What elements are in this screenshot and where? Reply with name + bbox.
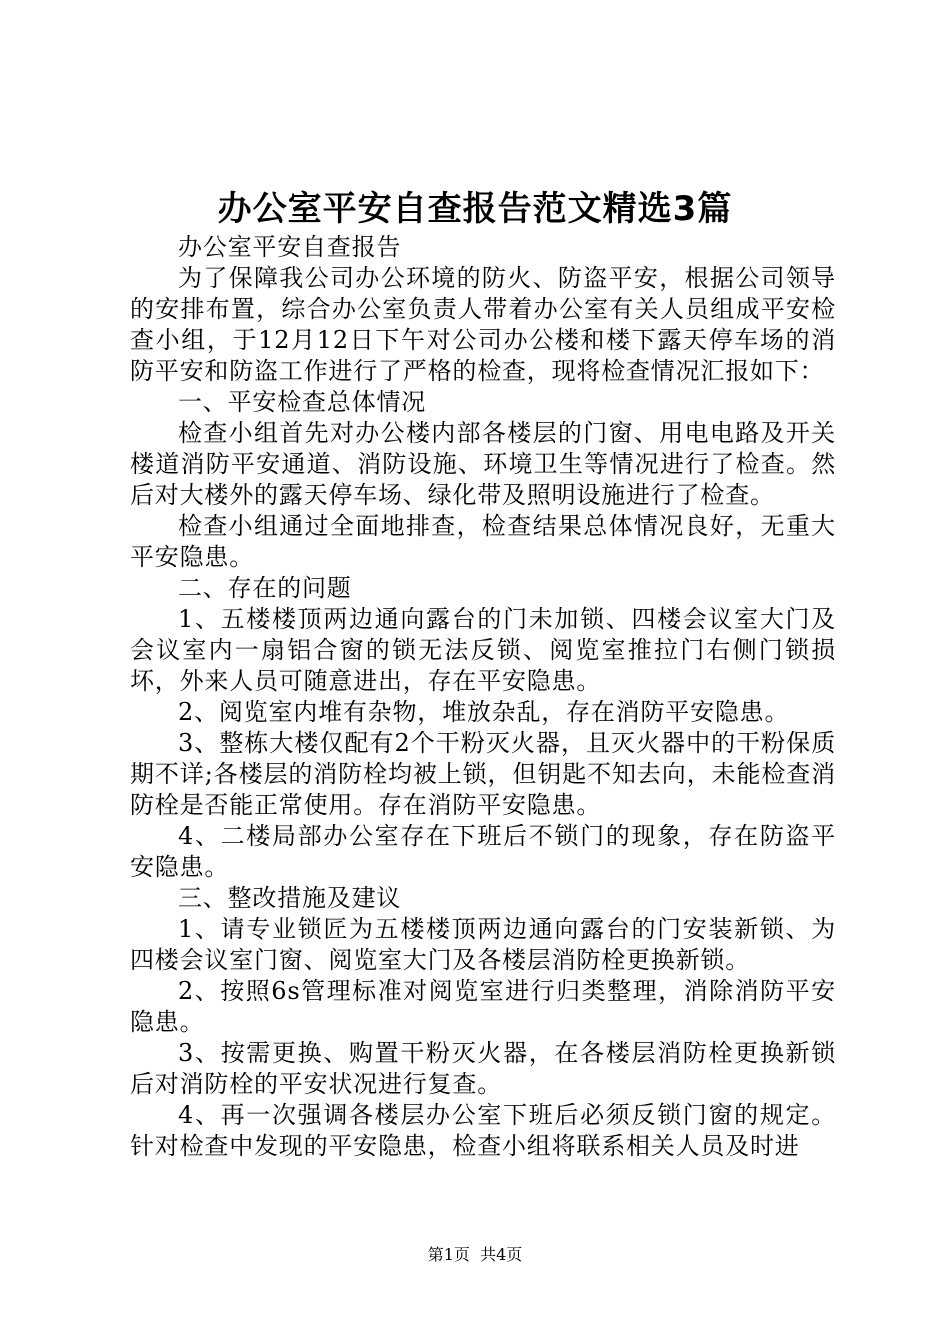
list-item: 1、五楼楼顶两边通向露台的门未加锁、四楼会议室大门及会议室内一扇铝合窗的锁无法反锁、阅览室推拉门右侧门锁损坏，外来人员可随意进出，存在平安隐患。 [130,605,836,695]
list-item: 4、再一次强调各楼层办公室下班后必须反锁门窗的规定。针对检查中发现的平安隐患，检查小组将联系相关人员及时进 [130,1101,836,1160]
list-item: 2、阅览室内堆有杂物，堆放杂乱，存在消防平安隐患。 [178,698,790,726]
list-item: 4、二楼局部办公室存在下班后不锁门的现象，存在防盗平安隐患。 [130,822,836,881]
intro-paragraph: 为了保障我公司办公环境的防火、防盗平安，根据公司领导的安排布置，综合办公室负责人带着办公室有关人员组成平安检查小组，于12月12日下午对公司办公楼和楼下露天停车场的消防平安和防盗工作进行了严格的检查，现将检查情况汇报如下： [130,264,836,385]
page-number: 第1页 [427,1245,470,1264]
paragraph: 检查小组首先对办公楼内部各楼层的门窗、用电电路及开关楼道消防平安通道、消防设施、环境卫生等情况进行了检查。然后对大楼外的露天停车场、绿化带及照明设施进行了检查。 [130,419,836,509]
section-heading-overview: 一、平安检查总体情况 [178,388,426,416]
page-total: 共4页 [480,1245,523,1264]
paragraph: 检查小组通过全面地排查，检查结果总体情况良好，无重大平安隐患。 [130,512,836,571]
section-heading-measures: 三、整改措施及建议 [178,884,402,912]
list-item: 2、按照6s管理标准对阅览室进行归类整理，消除消防平安隐患。 [130,977,836,1036]
page-footer [0,1244,950,1266]
list-item: 1、请专业锁匠为五楼楼顶两边通向露台的门安装新锁、为四楼会议室门窗、阅览室大门及各楼层消防栓更换新锁。 [130,915,836,974]
document-title: 办公室平安自查报告范文精选3篇 [217,189,733,229]
list-item: 3、整栋大楼仅配有2个干粉灭火器，且灭火器中的干粉保质期不详;各楼层的消防栓均被上锁，但钥匙不知去向，未能检查消防栓是否能正常使用。存在消防平安隐患。 [130,729,836,819]
document-body [130,232,836,1162]
list-item: 3、按需更换、购置干粉灭火器，在各楼层消防栓更换新锁后对消防栓的平安状况进行复查。 [130,1039,836,1098]
report-subtitle: 办公室平安自查报告 [178,233,402,261]
section-heading-problems: 二、存在的问题 [178,574,352,602]
